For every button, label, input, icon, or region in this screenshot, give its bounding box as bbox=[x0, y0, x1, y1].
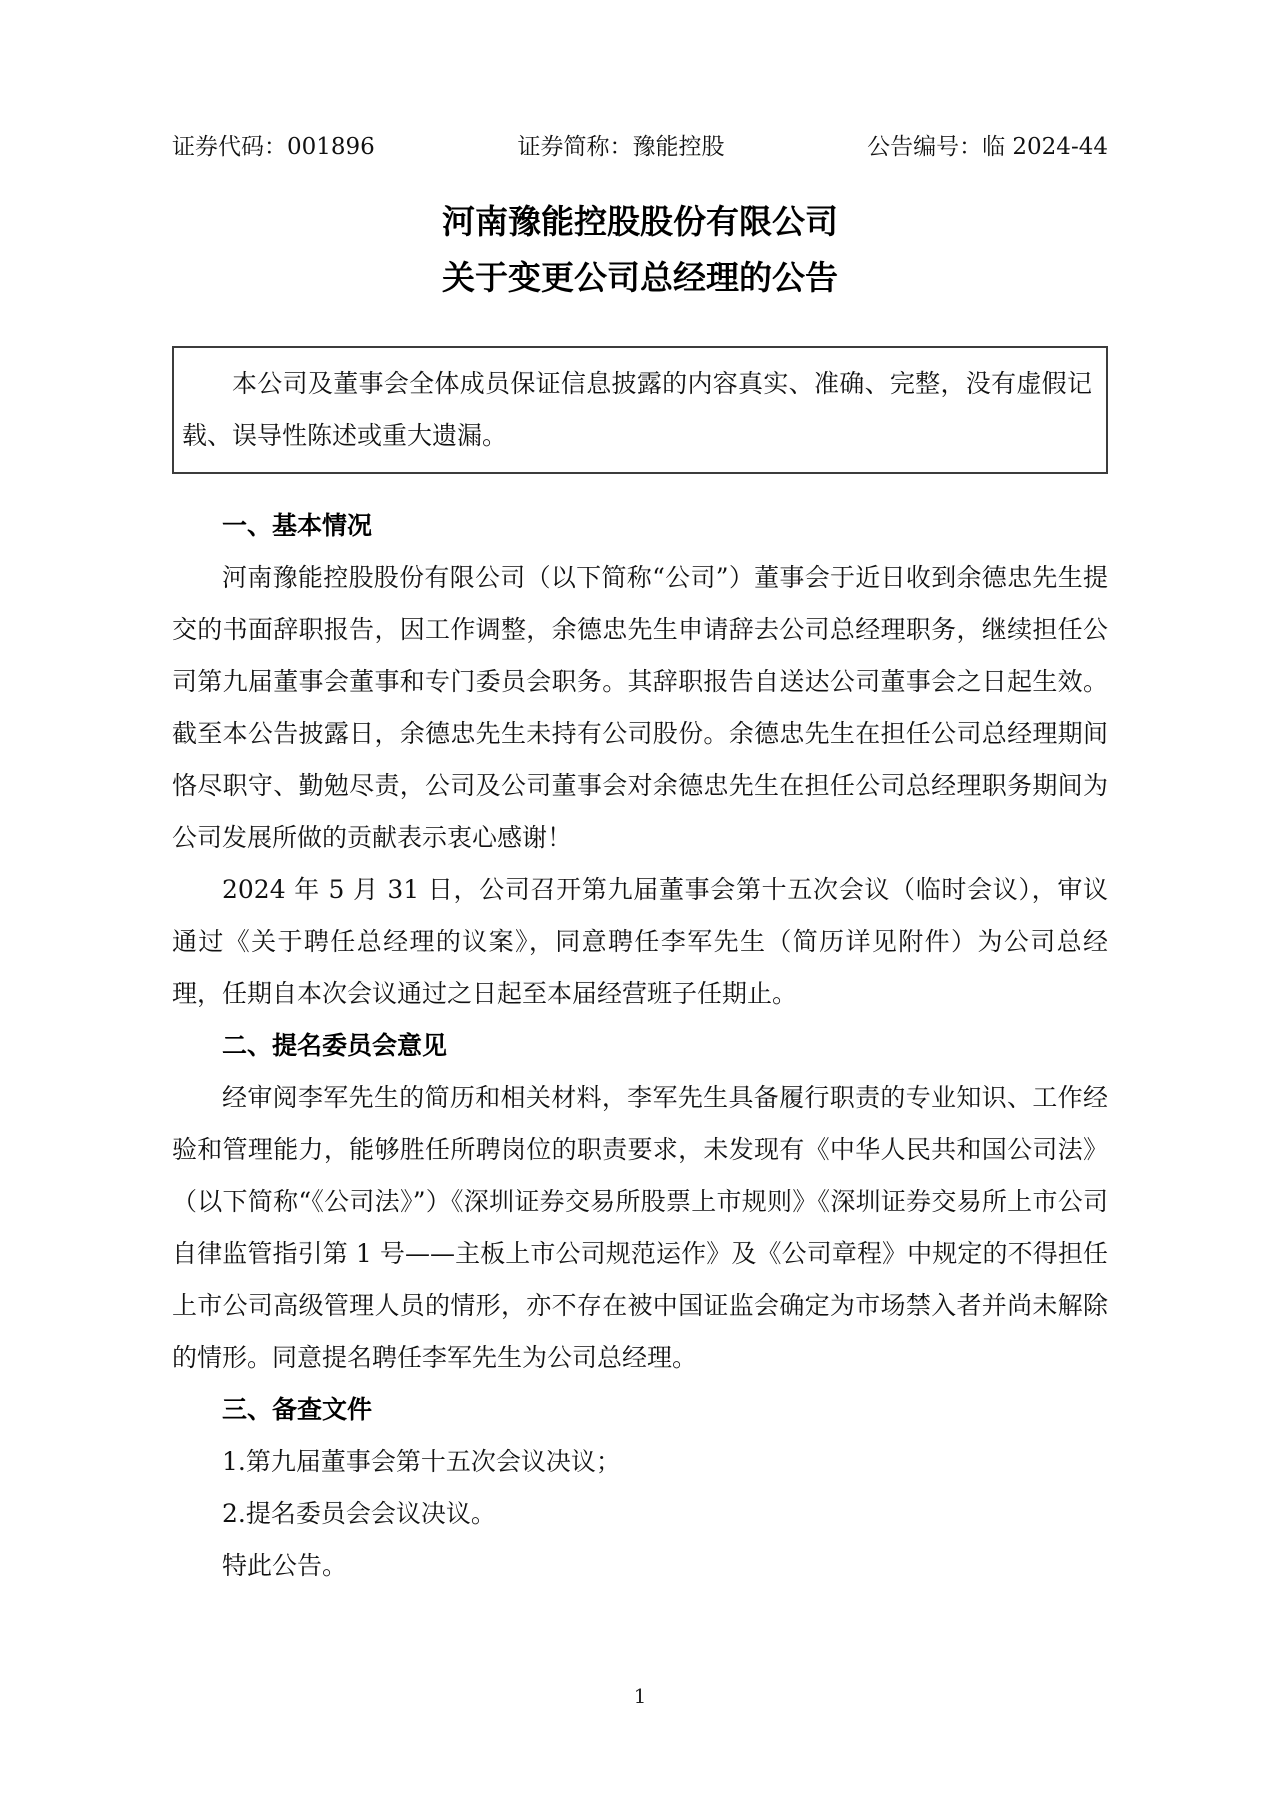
doc-header bbox=[172, 132, 1108, 162]
stock-abbr: 证券简称：豫能控股 bbox=[517, 134, 725, 160]
page-number: 1 bbox=[633, 1684, 647, 1708]
section-heading-3: 三、备查文件 bbox=[222, 1395, 373, 1424]
doc-title bbox=[172, 194, 1108, 306]
doc-title-line2: 关于变更公司总经理的公告 bbox=[442, 258, 838, 297]
announcement-number: 公告编号：临 2024-44 bbox=[867, 134, 1108, 160]
closing-line: 特此公告。 bbox=[222, 1551, 348, 1580]
page-content bbox=[172, 132, 1108, 1592]
disclaimer-text: 本公司及董事会全体成员保证信息披露的内容真实、准确、完整，没有虚假记载、误导性陈述或重大遗漏。 bbox=[182, 369, 1092, 450]
section-heading-2: 二、提名委员会意见 bbox=[222, 1031, 448, 1060]
paragraph: 经审阅李军先生的简历和相关材料，李军先生具备履行职责的专业知识、工作经验和管理能力，能够胜任所聘岗位的职责要求，未发现有《中华人民共和国公司法》（以下简称“《公司法》”）《深圳证券交易所股票上市规则》《深圳证券交易所上市公司自律监管指引第 1 号——主板上市公司规范运作》及《公司章程》中规定的不得担任上市公司高级管理人员的情形，亦不存在被中国证监会确定为市场禁入者并尚未解除的情形。同意提名聘任李军先生为公司总经理。 bbox=[172, 1083, 1108, 1372]
list-item: 2.提名委员会会议决议。 bbox=[222, 1499, 496, 1528]
doc-title-line1: 河南豫能控股股份有限公司 bbox=[442, 202, 838, 241]
paragraph: 2024 年 5 月 31 日，公司召开第九届董事会第十五次会议（临时会议），审议通过《关于聘任总经理的议案》，同意聘任李军先生（简历详见附件）为公司总经理，任期自本次会议通过之日起至本届经营班子任期止。 bbox=[172, 875, 1108, 1008]
paragraph: 河南豫能控股股份有限公司（以下简称“公司”）董事会于近日收到余德忠先生提交的书面辞职报告，因工作调整，余德忠先生申请辞去公司总经理职务，继续担任公司第九届董事会董事和专门委员会职务。其辞职报告自送达公司董事会之日起生效。截至本公告披露日，余德忠先生未持有公司股份。余德忠先生在担任公司总经理期间恪尽职守、勤勉尽责，公司及公司董事会对余德忠先生在担任公司总经理职务期间为公司发展所做的贡献表示衷心感谢！ bbox=[172, 563, 1108, 852]
disclaimer-box bbox=[172, 346, 1108, 474]
section-heading-1: 一、基本情况 bbox=[222, 511, 373, 540]
list-item: 1.第九届董事会第十五次会议决议； bbox=[222, 1447, 621, 1476]
doc-body bbox=[172, 500, 1108, 1592]
stock-code: 证券代码：001896 bbox=[172, 134, 375, 160]
